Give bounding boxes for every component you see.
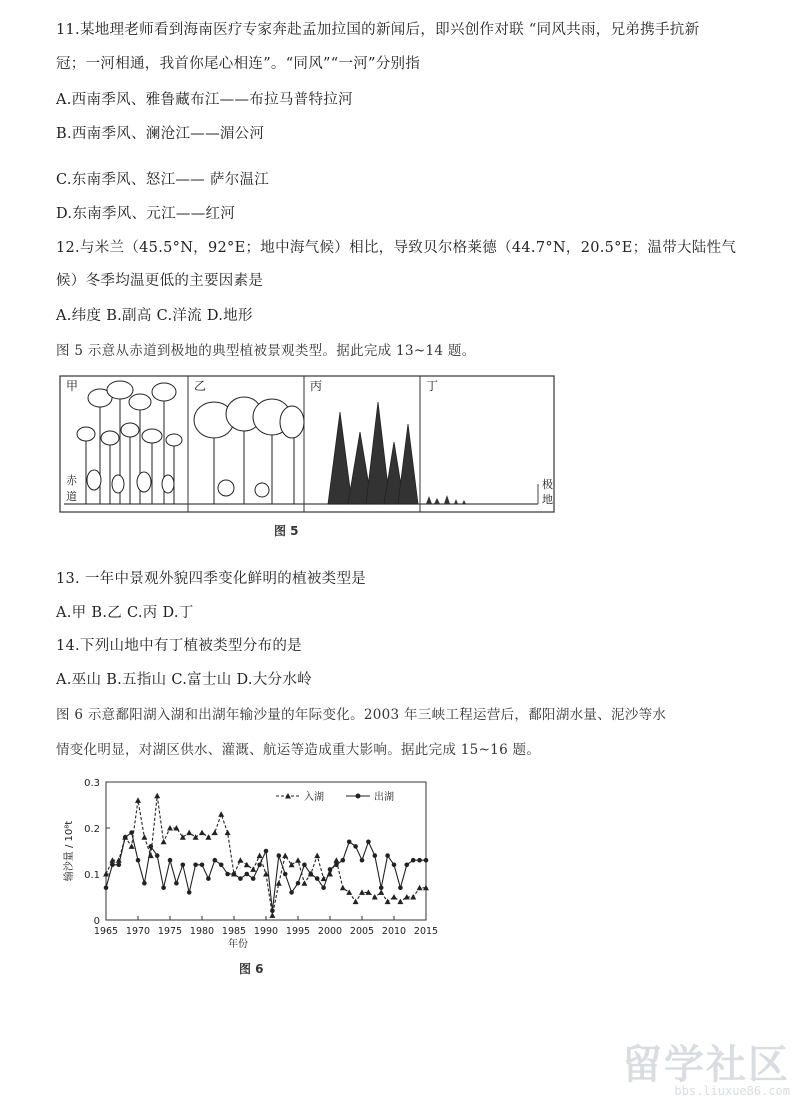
outflow-point (360, 858, 365, 863)
x-tick-label: 1990 (253, 926, 279, 937)
outflow-point (238, 876, 243, 881)
fig5-label-jia: 甲 (66, 379, 79, 393)
outflow-point (309, 872, 314, 877)
fig5-equator-label-1: 赤 (66, 474, 77, 487)
outflow-point (302, 863, 307, 868)
inflow-point (353, 899, 359, 905)
outflow-point (296, 881, 301, 886)
outflow-point (104, 886, 109, 891)
inflow-point (410, 894, 416, 900)
q14-stem: 14.下列山地中有丁植被类型分布的是 (56, 638, 302, 654)
y-axis-label: 输沙量 / 10⁸t (64, 820, 75, 882)
x-tick-label: 2010 (381, 926, 407, 937)
q13-stem: 13. 一年中景观外貌四季变化鲜明的植被类型是 (56, 571, 367, 587)
outflow-point (123, 835, 128, 840)
q11-option-a: A.西南季风、雅鲁藏布江——布拉马普特拉河 (56, 92, 353, 108)
outflow-point (398, 886, 403, 891)
outflow-point (353, 844, 358, 849)
outflow-point (168, 858, 173, 863)
inflow-point (237, 857, 243, 863)
outflow-point (117, 863, 122, 868)
q11-option-d: D.东南季风、元江——红河 (56, 206, 236, 222)
outflow-point (417, 858, 422, 863)
inflow-point (391, 894, 397, 900)
inflow-point (161, 839, 167, 845)
outflow-point (187, 890, 192, 895)
inflow-point (154, 793, 160, 799)
outflow-point (270, 909, 275, 914)
inflow-point (333, 857, 339, 863)
y-tick-label: 0.2 (84, 824, 100, 835)
outflow-point (264, 849, 269, 854)
outflow-point (213, 858, 218, 863)
x-tick-label: 1980 (189, 926, 215, 937)
outflow-point (206, 876, 211, 881)
inflow-point (199, 830, 205, 836)
inflow-point (295, 857, 301, 863)
outflow-point (200, 863, 205, 868)
y-tick-label: 0.3 (84, 778, 100, 789)
inflow-point (225, 830, 231, 836)
fig5-caption: 图 5 (274, 524, 299, 538)
outflow-point (225, 872, 230, 877)
inflow-point (257, 853, 263, 859)
outflow-point (315, 876, 320, 881)
x-tick-label: 1970 (125, 926, 151, 937)
q12-options: A.纬度 B.副高 C.洋流 D.地形 (56, 308, 253, 324)
legend-inflow-marker (285, 793, 291, 799)
fig5-pole-label-2: 地 (542, 493, 553, 506)
fig6-intro-line1: 图 6 示意鄱阳湖入湖和出湖年输沙量的年际变化。2003 年三峡工程运营后，鄱阳湖水量、泥沙等水 (56, 707, 667, 723)
q14-options: A.巫山 B.五指山 C.富士山 D.大分水岭 (56, 672, 312, 688)
inflow-point (282, 853, 288, 859)
outflow-point (283, 872, 288, 877)
inflow-point (141, 834, 147, 840)
inflow-point (167, 825, 173, 831)
y-tick-label: 0.1 (84, 870, 100, 881)
inflow-point (276, 880, 282, 886)
inflow-point (397, 899, 403, 905)
q11-option-c: C.东南季风、怒江—— 萨尔温江 (56, 172, 270, 188)
y-tick-label: 0 (93, 916, 100, 927)
outflow-point (424, 858, 429, 863)
x-tick-label: 2000 (317, 926, 343, 937)
inflow-point (372, 894, 378, 900)
outflow-point (219, 863, 224, 868)
outflow-point (257, 863, 262, 868)
q13-options: A.甲 B.乙 C.丙 D.丁 (56, 605, 194, 621)
q11-option-b: B.西南季风、澜沧江——湄公河 (56, 126, 265, 142)
outflow-point (161, 886, 166, 891)
fig5-label-yi: 乙 (194, 379, 207, 393)
watermark-url: bbs.liuxue86.com (674, 1084, 790, 1098)
inflow-point (218, 811, 224, 817)
inflow-point (135, 797, 141, 803)
outflow-point (334, 863, 339, 868)
outflow-point (149, 844, 154, 849)
outflow-point (181, 863, 186, 868)
outflow-point (373, 853, 378, 858)
fig5-pole-label-1: 极 (542, 478, 553, 491)
outflow-point (289, 890, 294, 895)
outflow-point (277, 853, 282, 858)
inflow-point (129, 843, 135, 849)
fig6-intro-line2: 情变化明显，对湖区供水、灌溉、航运等造成重大影响。据此完成 15~16 题。 (56, 742, 541, 758)
outflow-point (174, 881, 179, 886)
watermark (622, 1033, 790, 1098)
fig6-caption: 图 6 (239, 962, 264, 976)
outflow-point (321, 886, 326, 891)
outflow-point (411, 858, 416, 863)
x-tick-label: 2005 (349, 926, 375, 937)
outflow-point (341, 858, 346, 863)
fig5-label-bing: 丙 (310, 379, 323, 393)
inflow-point (269, 912, 275, 918)
outflow-point (379, 886, 384, 891)
inflow-point (378, 889, 384, 895)
inflow-point (417, 885, 423, 891)
outflow-point (136, 858, 141, 863)
outflow-point (392, 863, 397, 868)
legend-inflow-label: 入湖 (304, 792, 324, 803)
inflow-point (314, 853, 320, 859)
fig5-intro: 图 5 示意从赤道到极地的典型植被景观类型。据此完成 13~14 题。 (56, 343, 476, 359)
outflow-point (405, 863, 410, 868)
x-tick-label: 1985 (221, 926, 247, 937)
inflow-point (301, 880, 307, 886)
legend-outflow-label: 出湖 (374, 792, 394, 803)
x-tick-label: 1995 (285, 926, 311, 937)
legend-outflow-marker (356, 794, 361, 799)
q12-stem-line1: 12.与米兰（45.5°N，92°E；地中海气候）相比，导致贝尔格莱德（44.7°N，20.5°E；温带大陆性气 (56, 240, 737, 256)
inflow-point (244, 862, 250, 868)
watermark-logo: 留学社区 (622, 1042, 790, 1088)
x-tick-label: 1975 (157, 926, 183, 937)
x-tick-label: 2015 (413, 926, 438, 937)
outflow-point (245, 872, 250, 877)
q12-stem-line2: 候）冬季均温更低的主要因素是 (56, 273, 264, 289)
outflow-point (366, 840, 371, 845)
fig5-vegetation-figure (58, 372, 558, 520)
inflow-point (340, 885, 346, 891)
inflow-point (212, 830, 218, 836)
outflow-point (328, 867, 333, 872)
outflow-point (251, 876, 256, 881)
outflow-point (232, 872, 237, 877)
fig6-sediment-chart (58, 770, 438, 950)
inflow-point (359, 889, 365, 895)
outflow-point (110, 863, 115, 868)
outflow-point (193, 863, 198, 868)
fig5-label-ding: 丁 (426, 379, 439, 393)
outflow-point (142, 881, 147, 886)
outflow-point (155, 853, 160, 858)
q11-stem-line1: 11.某地理老师看到海南医疗专家奔赴孟加拉国的新闻后，即兴创作对联 “同风共雨，兄弟携手抗新 (56, 22, 700, 38)
x-axis-label: 年份 (228, 939, 248, 950)
outflow-point (385, 853, 390, 858)
outflow-point (129, 830, 134, 835)
outflow-point (347, 840, 352, 845)
x-tick-label: 1965 (93, 926, 119, 937)
inflow-point (186, 830, 192, 836)
q11-stem-line2: 冠；一河相通，我首你尾心相连”。“同风”“一河”分别指 (56, 56, 421, 72)
fig5-equator-label-2: 道 (66, 490, 77, 503)
